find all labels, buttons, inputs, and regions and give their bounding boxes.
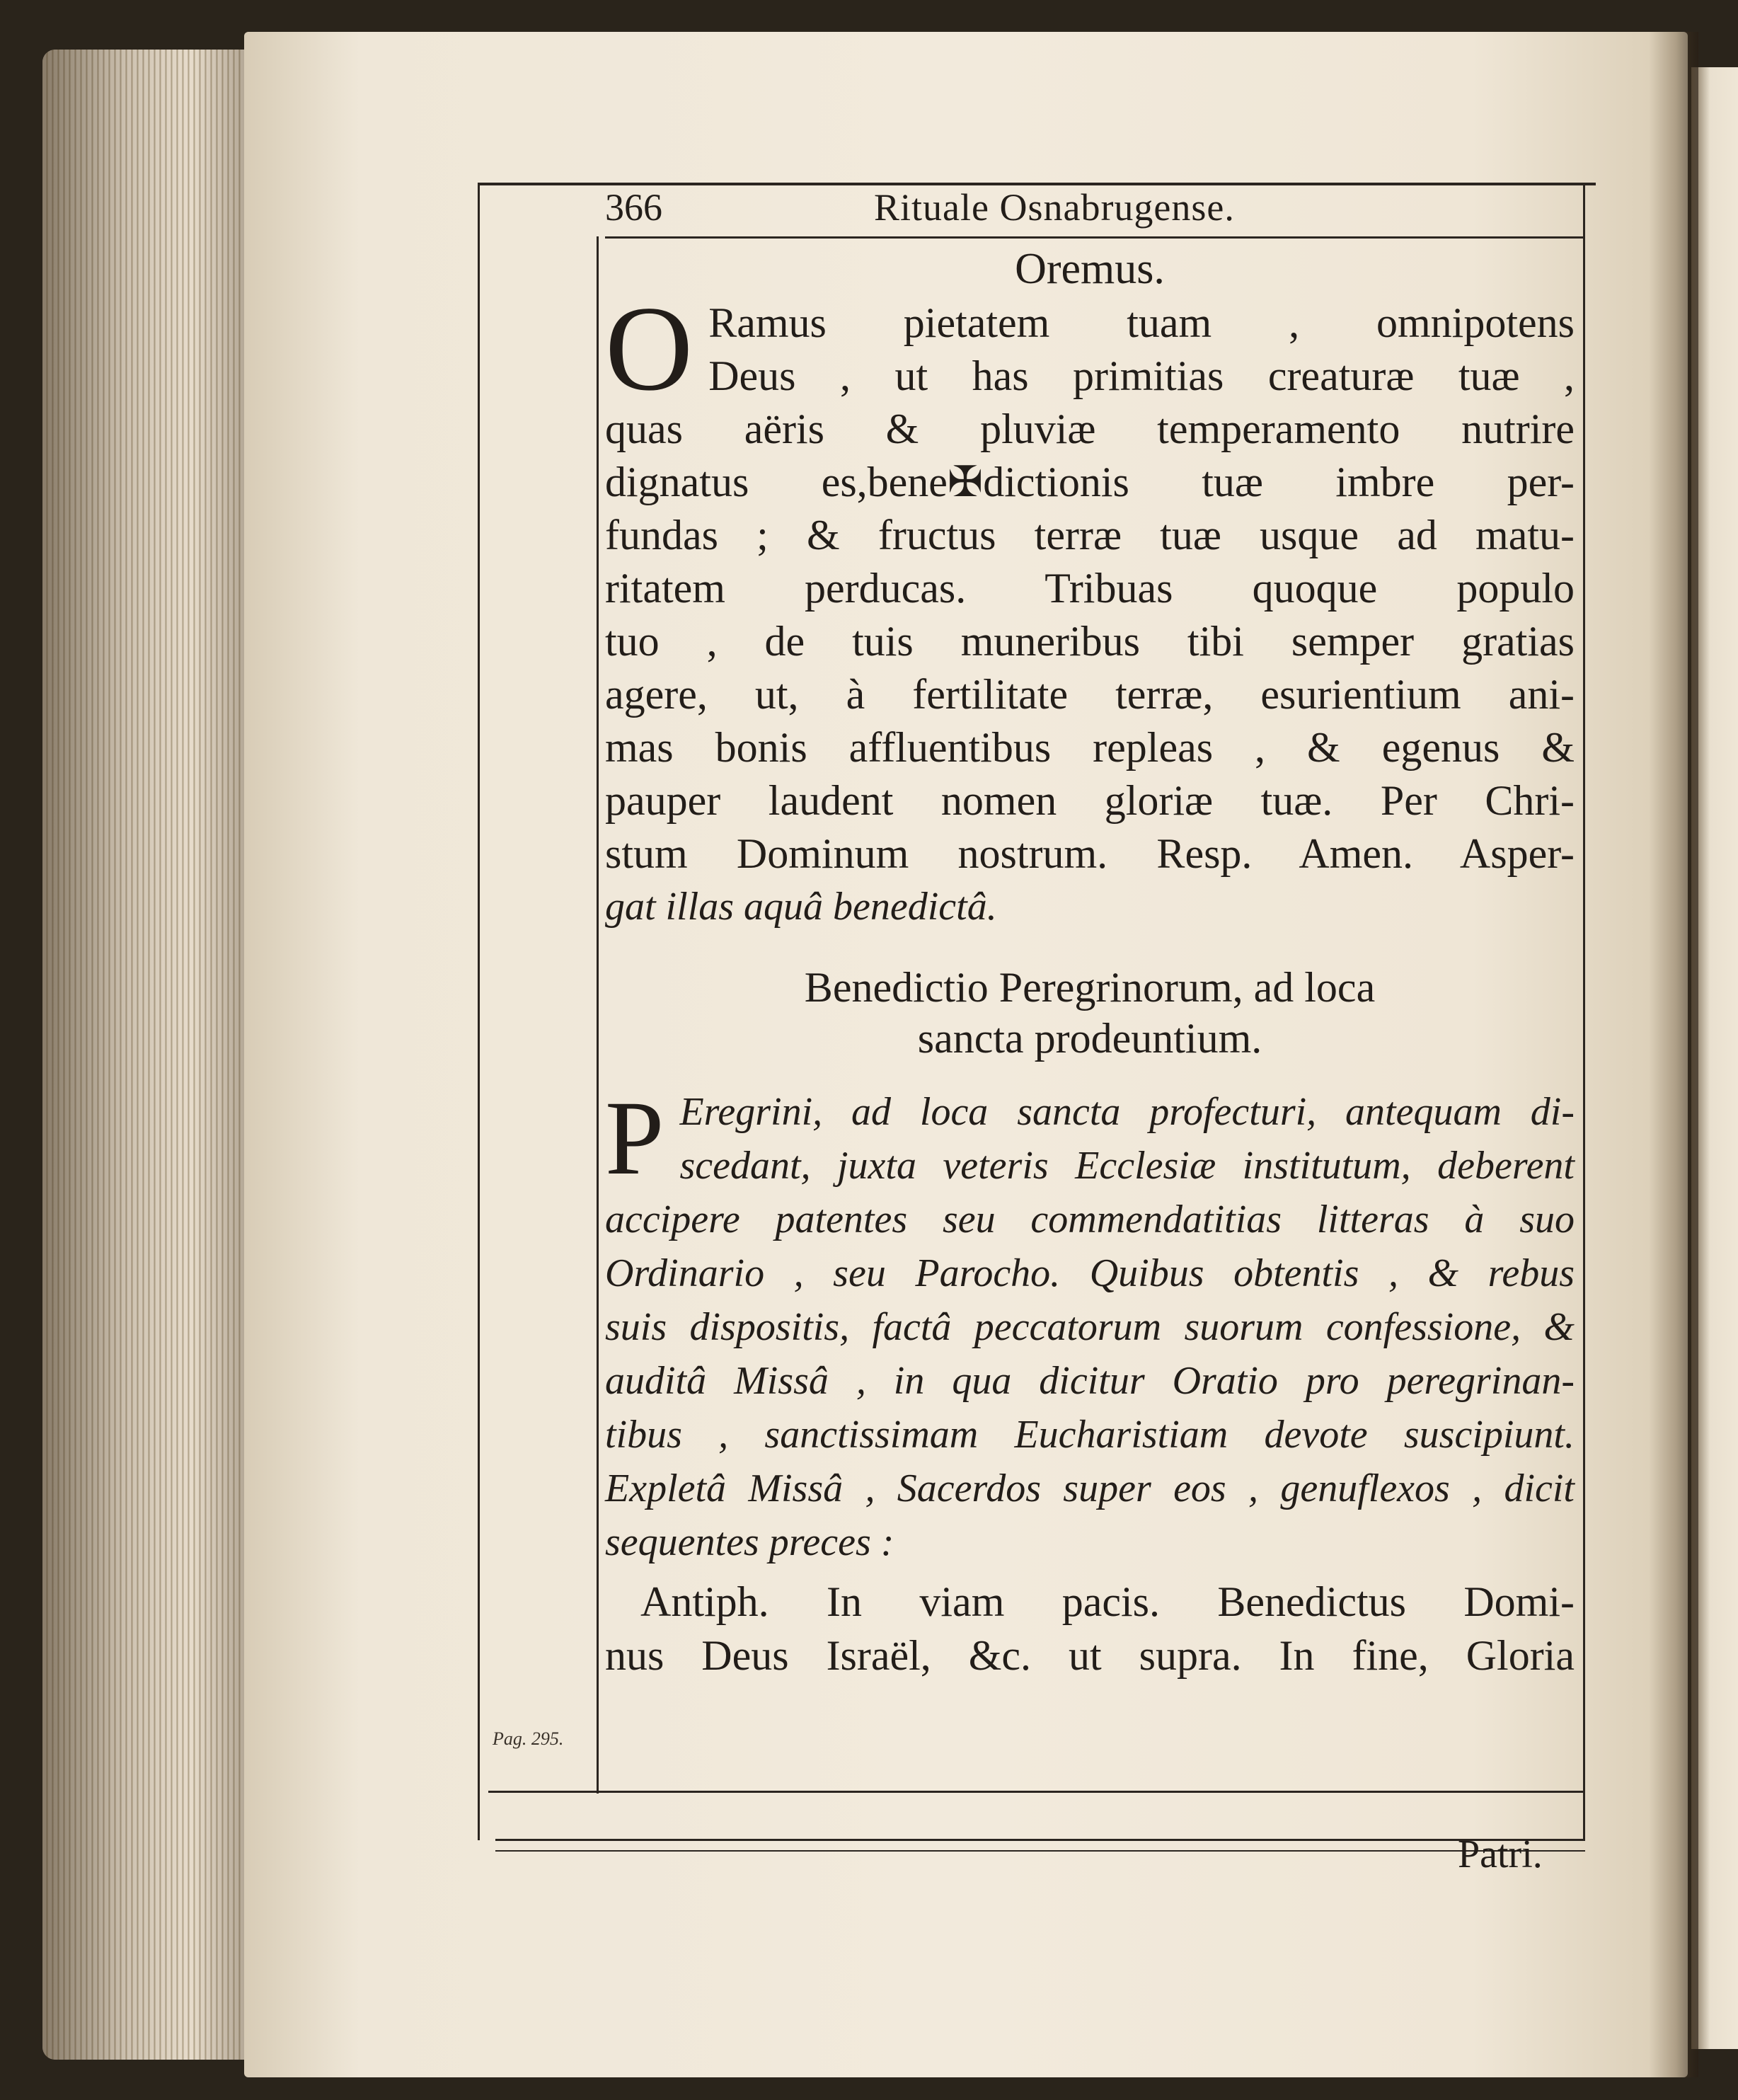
prayer-paragraph <box>605 282 1575 934</box>
rubric-line: suis dispositis, factâ peccatorum suorum confessione, & <box>605 1305 1575 1349</box>
drop-cap-o: O <box>605 282 694 416</box>
drop-cap-p: P <box>605 1079 664 1197</box>
rubric-line: Ordinario , seu Parocho. Quibus obtentis , & rebus <box>605 1251 1575 1295</box>
antiphon-line: nus Deus Israël, &c. ut supra. In fine, Gloria <box>605 1632 1575 1679</box>
rubric-line: Eregrini, ad loca sancta profecturi, antequam di- <box>679 1090 1575 1134</box>
text-line: tuo , de tuis muneribus tibi semper gratias <box>605 618 1575 665</box>
frame-left-rule-outer <box>478 183 480 1840</box>
running-head <box>605 185 1575 235</box>
frame-left-rule-inner <box>597 236 599 1794</box>
text-line: Ramus pietatem tuam , omnipotens <box>708 299 1575 346</box>
text-line: fundas ; & fructus terræ tuæ usque ad matu- <box>605 512 1575 558</box>
section-heading-oremus: Oremus. <box>1015 245 1165 293</box>
section-heading-benedictio-2: sancta prodeuntium. <box>917 1015 1262 1062</box>
antiphon-line: Antiph. In viam pacis. Benedictus Domi- <box>640 1578 1575 1625</box>
rubric-paragraph <box>605 1079 1575 1569</box>
text-line: Deus , ut has primitias creaturæ tuæ , <box>708 352 1575 399</box>
rubric-line: tibus , sanctissimam Eucharistiam devote suscipiunt. <box>605 1413 1575 1457</box>
page-number: 366 <box>605 186 662 229</box>
text-line: dignatus es,bene✠dictionis tuæ imbre per- <box>605 459 1575 505</box>
text-line: mas bonis affluentibus repleas , & egenus & <box>605 724 1575 771</box>
rubric-line: gat illas aquâ benedictâ. <box>605 885 997 929</box>
text-block <box>605 237 1575 1682</box>
running-title: Rituale Osnabrugense. <box>874 186 1235 229</box>
rubric-line: auditâ Missâ , in qua dicitur Oratio pro peregrinan- <box>605 1359 1575 1403</box>
text-line: ritatem perducas. Tribuas quoque populo <box>605 565 1575 612</box>
text-line: quas aëris & pluviæ temperamento nutrire <box>605 406 1575 452</box>
rubric-line: sequentes preces : <box>605 1520 894 1564</box>
page-block-shadow <box>42 50 255 2060</box>
page-gutter-shadow <box>1649 32 1698 2077</box>
text-line: stum Dominum nostrum. Resp. Amen. Asper- <box>605 830 1575 877</box>
section-heading-benedictio: Benedictio Peregrinorum, ad loca <box>804 964 1376 1011</box>
catchword: Patri. <box>1458 1832 1543 1876</box>
frame-base-rule <box>495 1839 1585 1841</box>
text-line: agere, ut, à fertilitate terræ, esurientium ani- <box>605 671 1575 718</box>
frame-base-rule-2 <box>495 1850 1585 1852</box>
rubric-line: scedant, juxta veteris Ecclesiæ institutum, deberent <box>679 1144 1575 1188</box>
text-line: pauper laudent nomen gloriæ tuæ. Per Chri- <box>605 777 1575 824</box>
rubric-line: Expletâ Missâ , Sacerdos super eos , genuflexos , dicit <box>605 1467 1575 1510</box>
frame-bottom-rule <box>488 1791 1585 1793</box>
rubric-line: accipere patentes seu commendatitias litteras à suo <box>605 1198 1575 1241</box>
marginal-note: Pag. 295. <box>493 1728 564 1749</box>
frame-right-rule <box>1583 183 1585 1840</box>
